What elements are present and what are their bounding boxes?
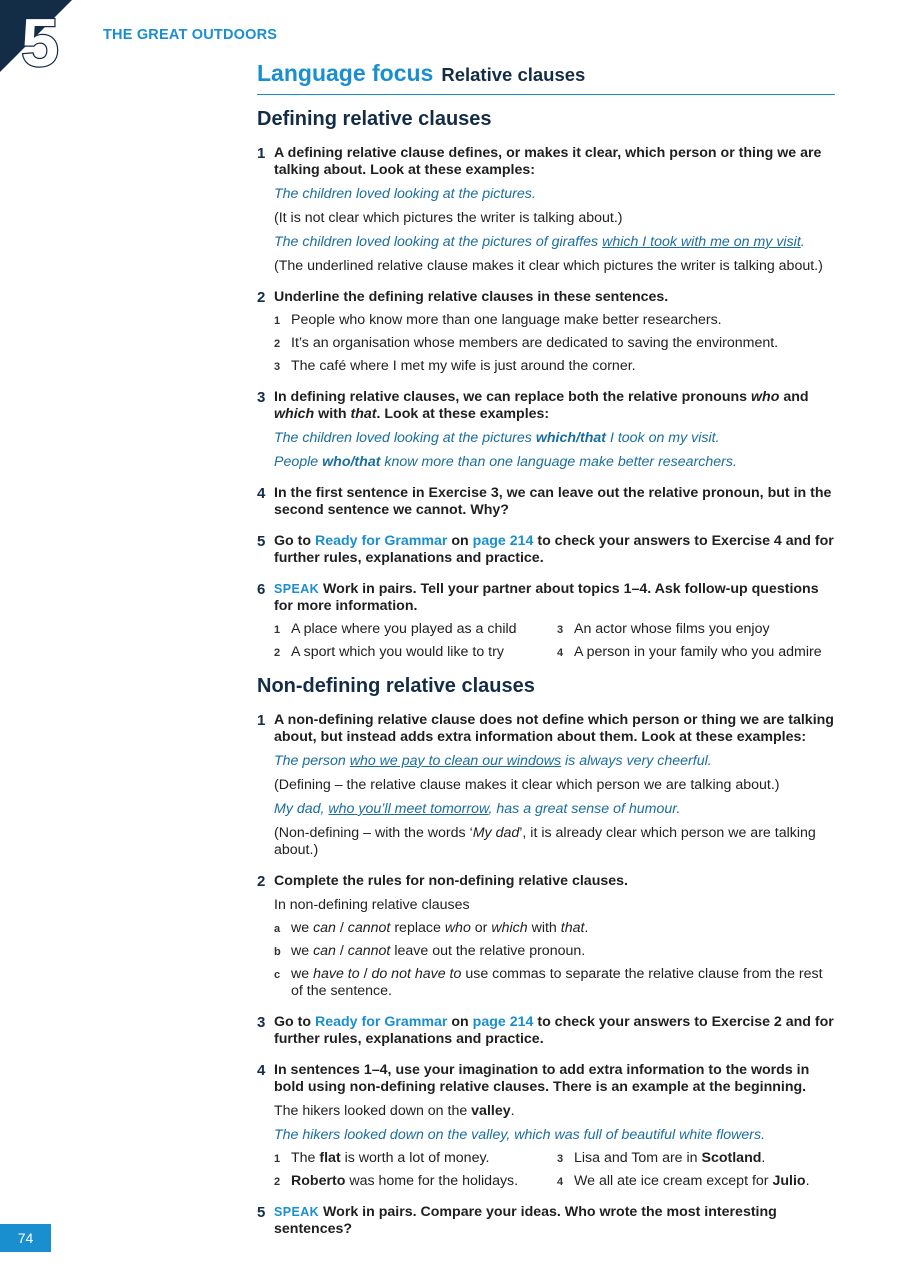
- text: In defining relative clauses, we can replace both the relative pronouns: [274, 389, 751, 405]
- bold-word: which/that: [535, 430, 606, 446]
- list-item: [557, 1150, 837, 1167]
- exercise-number: 1: [257, 145, 266, 162]
- instruction: [274, 1014, 837, 1048]
- rule-b: [274, 943, 837, 960]
- text: .: [584, 920, 589, 936]
- text: on: [447, 533, 473, 549]
- exercise-number: 5: [257, 533, 266, 550]
- text: The person: [274, 753, 350, 769]
- text: or: [470, 920, 492, 936]
- example: [274, 234, 837, 251]
- list-item: [274, 358, 837, 375]
- text: is always very cheerful.: [561, 753, 712, 769]
- text: use commas to separate the relative clause from the rest of the sentence.: [291, 966, 823, 999]
- italic-word: which: [491, 920, 528, 936]
- item-number: 1: [274, 315, 281, 327]
- italic-word: My dad: [472, 825, 520, 841]
- note: [274, 825, 837, 859]
- instruction: [274, 533, 837, 567]
- bold-word: valley: [471, 1103, 511, 1119]
- example-answer: The hikers looked down on the valley, which was full of beautiful white flowers.: [274, 1127, 766, 1143]
- page-header: [257, 60, 835, 95]
- bold-word: Roberto: [291, 1173, 346, 1189]
- defining-exercise-1: [257, 145, 837, 275]
- defining-exercise-6: [257, 581, 837, 661]
- bold-word: Scotland: [701, 1150, 762, 1166]
- text: ’, it is already clear which person we are talking about.): [274, 825, 816, 858]
- page-214-link[interactable]: page 214: [472, 533, 534, 549]
- text: Go to: [274, 1014, 315, 1030]
- option-have-to[interactable]: have to: [313, 966, 360, 982]
- item-letter: c: [274, 969, 281, 981]
- exercise-number: 4: [257, 1062, 266, 1079]
- defining-exercise-2: [257, 289, 837, 375]
- italic-word: that: [350, 406, 377, 422]
- bold-word: Julio: [772, 1173, 806, 1189]
- section-title: Language focus: [257, 60, 434, 86]
- option-can[interactable]: can: [313, 943, 336, 959]
- underlined-clause: which I took with me on my visit: [602, 234, 801, 250]
- option-cannot[interactable]: cannot: [347, 920, 391, 936]
- text: , has a great sense of humour.: [488, 801, 681, 817]
- text: replace: [390, 920, 445, 936]
- item-number: 3: [557, 1153, 564, 1165]
- italic-word: who: [444, 920, 471, 936]
- item-number: 4: [557, 647, 564, 659]
- text: .: [761, 1150, 766, 1166]
- exercise-number: 4: [257, 485, 266, 502]
- text: we: [291, 966, 314, 982]
- text: on: [447, 1014, 473, 1030]
- text: Go to: [274, 533, 315, 549]
- option-do-not-have-to[interactable]: do not have to: [371, 966, 462, 982]
- italic-word: who: [751, 389, 780, 405]
- rule-a: [274, 920, 837, 937]
- list-item: [274, 621, 557, 638]
- text: People: [274, 454, 323, 470]
- item-text: A sport which you would like to try: [291, 644, 504, 660]
- text: The: [291, 1150, 320, 1166]
- defining-heading: Defining relative clauses: [257, 108, 492, 130]
- text: and: [779, 389, 809, 405]
- text: /: [335, 943, 348, 959]
- instruction: A non-defining relative clause does not define which person or thing we are talking about, but instead adds extra information about them. Look at these examples:: [274, 712, 834, 745]
- example: [274, 801, 837, 818]
- item-number: 2: [274, 1176, 281, 1188]
- instruction: [274, 581, 837, 615]
- text: /: [335, 920, 348, 936]
- nondefining-exercise-4: [257, 1062, 837, 1190]
- item-text: An actor whose films you enjoy: [574, 621, 770, 637]
- text: . Look at these examples:: [376, 406, 550, 422]
- nondefining-exercise-1: [257, 712, 837, 859]
- item-number: 1: [274, 624, 281, 636]
- instruction: [274, 1204, 837, 1238]
- option-can[interactable]: can: [313, 920, 336, 936]
- item-text: The café where I met my wife is just around the corner.: [291, 358, 636, 374]
- list-item: [274, 312, 837, 329]
- exercise-number: 2: [257, 873, 266, 890]
- item-text: It’s an organisation whose members are dedicated to saving the environment.: [291, 335, 779, 351]
- instruction: A defining relative clause defines, or makes it clear, which person or thing we are talking about. Look at these examples:: [274, 145, 822, 178]
- nondefining-exercise-5: [257, 1204, 837, 1238]
- text: .: [805, 1173, 810, 1189]
- defining-exercise-3: [257, 389, 837, 471]
- bold-word: who/that: [322, 454, 381, 470]
- text: is worth a lot of money.: [340, 1150, 490, 1166]
- item-number: 4: [557, 1176, 564, 1188]
- rule-c: [274, 966, 837, 1000]
- exercise-number: 1: [257, 712, 266, 729]
- ready-for-grammar-link[interactable]: Ready for Grammar: [314, 533, 448, 549]
- instruction: In the first sentence in Exercise 3, we can leave out the relative pronoun, but in the second sentence we cannot. Why?: [274, 485, 832, 518]
- list-item: [557, 644, 837, 661]
- example: [274, 1103, 837, 1120]
- underlined-clause: who we pay to clean our windows: [349, 753, 562, 769]
- item-number: 3: [274, 361, 281, 373]
- list-item: [274, 1173, 557, 1190]
- exercise-number: 6: [257, 581, 266, 598]
- note: (The underlined relative clause makes it clear which pictures the writer is talking about.): [274, 258, 823, 274]
- unit-corner-badge: [0, 0, 72, 72]
- defining-exercise-4: [257, 485, 837, 519]
- nondefining-exercise-3: [257, 1014, 837, 1048]
- note: (Defining – the relative clause makes it clear which person we are talking about.): [274, 777, 780, 793]
- list-item: [274, 1150, 557, 1167]
- speak-label: SPEAK: [274, 582, 320, 596]
- list-item: [274, 335, 837, 352]
- page-214-link[interactable]: page 214: [472, 1014, 534, 1030]
- exercise-number: 2: [257, 289, 266, 306]
- text: to check your answers to Exercise 2 and for further rules, explanations and practice.: [274, 1014, 834, 1047]
- underlined-clause: who you’ll meet tomorrow: [328, 801, 489, 817]
- text: I took on my visit.: [606, 430, 720, 446]
- unit-number: 5: [21, 5, 59, 72]
- text: .: [510, 1103, 515, 1119]
- text: with: [527, 920, 561, 936]
- unit-title: THE GREAT OUTDOORS: [103, 27, 278, 43]
- bold-word: flat: [319, 1150, 341, 1166]
- section-subtitle: Relative clauses: [441, 64, 586, 85]
- nondefining-exercise-2: [257, 873, 837, 1000]
- item-letter: a: [274, 923, 281, 935]
- page-number: 74: [0, 1224, 51, 1252]
- list-item: [557, 621, 837, 638]
- example-text: .: [800, 234, 805, 250]
- text: with: [318, 406, 351, 422]
- exercise-number: 3: [257, 1014, 266, 1031]
- exercise-number: 5: [257, 1204, 266, 1221]
- item-letter: b: [274, 946, 281, 958]
- text: The children loved looking at the pictures: [274, 430, 536, 446]
- example: The children loved looking at the pictures.: [274, 186, 536, 202]
- item-number: 2: [274, 338, 281, 350]
- instruction: Underline the defining relative clauses in these sentences.: [274, 289, 669, 305]
- text: Work in pairs. Tell your partner about topics 1–4. Ask follow-up questions for more information.: [274, 581, 819, 614]
- item-text: People who know more than one language make better researchers.: [291, 312, 722, 328]
- defining-exercise-5: [257, 533, 837, 567]
- instruction: In sentences 1–4, use your imagination to add extra information to the words in bold using non-defining relative clauses. There is an example at the beginning.: [274, 1062, 810, 1095]
- main-content: [257, 108, 837, 1252]
- italic-word: which: [274, 406, 315, 422]
- speak-label: SPEAK: [274, 1205, 320, 1219]
- text: to check your answers to Exercise 4 and for further rules, explanations and practice.: [274, 533, 834, 566]
- text: we: [291, 943, 314, 959]
- sentences-grid: [274, 1144, 837, 1190]
- item-text: A person in your family who you admire: [574, 644, 822, 660]
- item-number: 3: [557, 624, 564, 636]
- example: [274, 753, 837, 770]
- text: The hikers looked down on the: [274, 1103, 472, 1119]
- item-text: A place where you played as a child: [291, 621, 517, 637]
- text: we: [291, 920, 314, 936]
- example: [274, 454, 837, 471]
- note: (It is not clear which pictures the writer is talking about.): [274, 210, 623, 226]
- text: was home for the holidays.: [345, 1173, 519, 1189]
- rules-intro: In non-defining relative clauses: [274, 897, 470, 913]
- text: Lisa and Tom are in: [574, 1150, 702, 1166]
- nondefining-heading: Non-defining relative clauses: [257, 675, 535, 697]
- text: leave out the relative pronoun.: [390, 943, 586, 959]
- ready-for-grammar-link[interactable]: Ready for Grammar: [314, 1014, 448, 1030]
- exercise-number: 3: [257, 389, 266, 406]
- list-item: [274, 644, 557, 661]
- text: Work in pairs. Compare your ideas. Who wrote the most interesting sentences?: [274, 1204, 777, 1237]
- text: We all ate ice cream except for: [574, 1173, 773, 1189]
- example: [274, 430, 837, 447]
- item-number: 1: [274, 1153, 281, 1165]
- topics-grid: [274, 615, 837, 661]
- text: (Non-defining – with the words ‘: [274, 825, 473, 841]
- instruction: Complete the rules for non-defining relative clauses.: [274, 873, 628, 889]
- text: know more than one language make better researchers.: [380, 454, 737, 470]
- italic-word: that: [560, 920, 585, 936]
- example-text: The children loved looking at the pictures of giraffes: [274, 234, 603, 250]
- text: /: [359, 966, 372, 982]
- list-item: [557, 1173, 837, 1190]
- text: My dad,: [274, 801, 329, 817]
- option-cannot[interactable]: cannot: [347, 943, 391, 959]
- item-number: 2: [274, 647, 281, 659]
- instruction: [274, 389, 837, 423]
